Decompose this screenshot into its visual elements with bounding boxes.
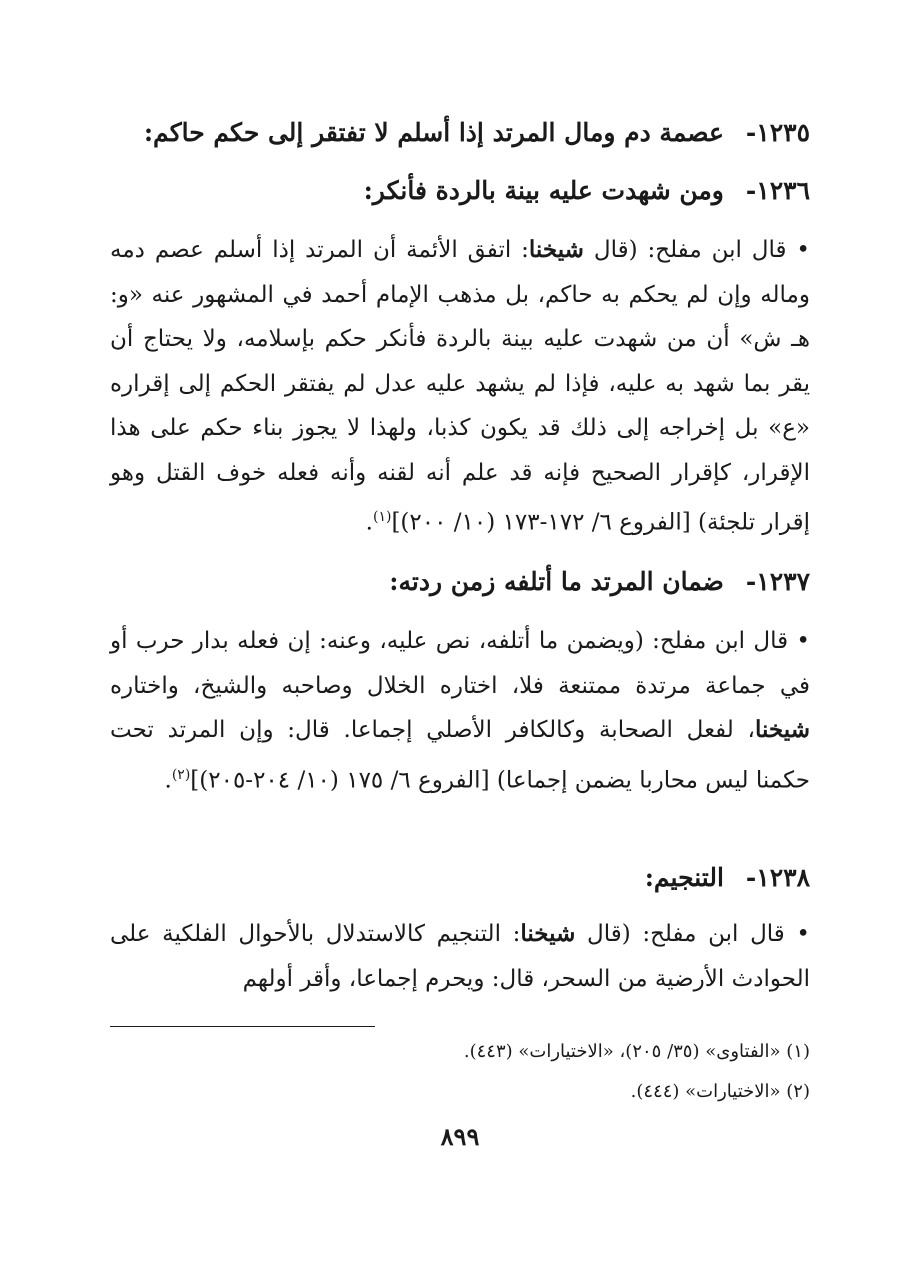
paragraph-strong: شيخنا [754,716,810,743]
section-number: ١٢٣٧- [745,567,810,596]
section-title: ضمان المرتد ما أتلفه زمن ردته: [389,567,724,596]
section-title: ومن شهدت عليه بينة بالردة فأنكر: [363,176,724,205]
section-title: التنجيم: [644,863,724,892]
section-title: عصمة دم ومال المرتد إذا أسلم لا تفتقر إلى حكم حاكم: [143,118,724,147]
paragraph-1238 [110,912,810,1001]
footnote-ref[interactable]: (١) [372,509,392,525]
section-heading-1236 [364,171,810,211]
section-heading-1238 [645,858,810,898]
paragraph-body: ، لفعل الصحابة وكالكافر الأصلي إجماعا. قال: وإن المرتد تحت حكمنا ليس محاربا يضمن إجماعا) [الفروع ٦/ ١٧٥ (١٠/ ٢٠٤-٢٠٥)] [110,717,810,794]
footnote-ref[interactable]: (٢) [171,766,191,783]
section-number: ١٢٣٦- [745,176,810,205]
paragraph-end: . [365,509,373,536]
footnote-2: (٢) «الاختيارات» (٤٤٤). [630,1081,810,1102]
paragraph-1237 [110,619,810,803]
paragraph-1236 [110,228,810,545]
page-number: ٨٩٩ [440,1122,480,1151]
paragraph-body: : التنجيم كالاستدلال بالأحوال الفلكية على الحوادث الأرضية من السحر، قال: ويحرم إجماعا، وأقر أولهم [110,921,810,992]
section-heading-1235 [144,113,810,153]
paragraph-lead: • قال ابن مفلح: (قال [583,237,810,263]
book-page [110,0,810,1271]
paragraph-strong: شيخنا [520,920,576,947]
footnote-1: (١) «الفتاوى» (٣٥/ ٢٠٥)، «الاختيارات» (٤٤٣). [463,1041,810,1062]
section-number: ١٢٣٥- [745,118,810,147]
footnote-separator [110,1026,375,1027]
paragraph-lead: • قال ابن مفلح: (ويضمن ما أتلفه، نص عليه، وعنه: إن فعله بدار حرب أو في جماعة مرتدة ممتنعة فلا، اختاره الخلال وصاحبه والشيخ، واختاره [110,628,810,699]
paragraph-end: . [164,767,172,794]
section-number: ١٢٣٨- [745,863,810,892]
paragraph-strong: شيخنا [528,236,584,263]
paragraph-lead: • قال ابن مفلح: (قال [575,921,810,947]
section-heading-1237 [389,562,810,602]
paragraph-body: : اتفق الأئمة أن المرتد إذا أسلم عصم دمه وماله وإن لم يحكم به حاكم، بل مذهب الإمام أحمد في المشهور عنه «و: هـ ش» أن من شهدت عليه بينة بالردة فأنكر حكم بإسلامه، ولا يحتاج أن يقر بما شهد به عليه، فإذا لم يشهد عليه عدل لم يفتقر الحكم إلى إقراره «ع» بل إخراجه إلى ذلك قد يكون كذبا، ولهذا لا يجوز بناء حكم على هذا الإقرار، كإقرار الصحيح فإنه قد علم أنه لقنه وأنه فعله خوف القتل وهو إقرار تلجئة) [الفروع ٦/ ١٧٢-١٧٣ (١٠/ ٢٠٠)] [110,237,810,536]
